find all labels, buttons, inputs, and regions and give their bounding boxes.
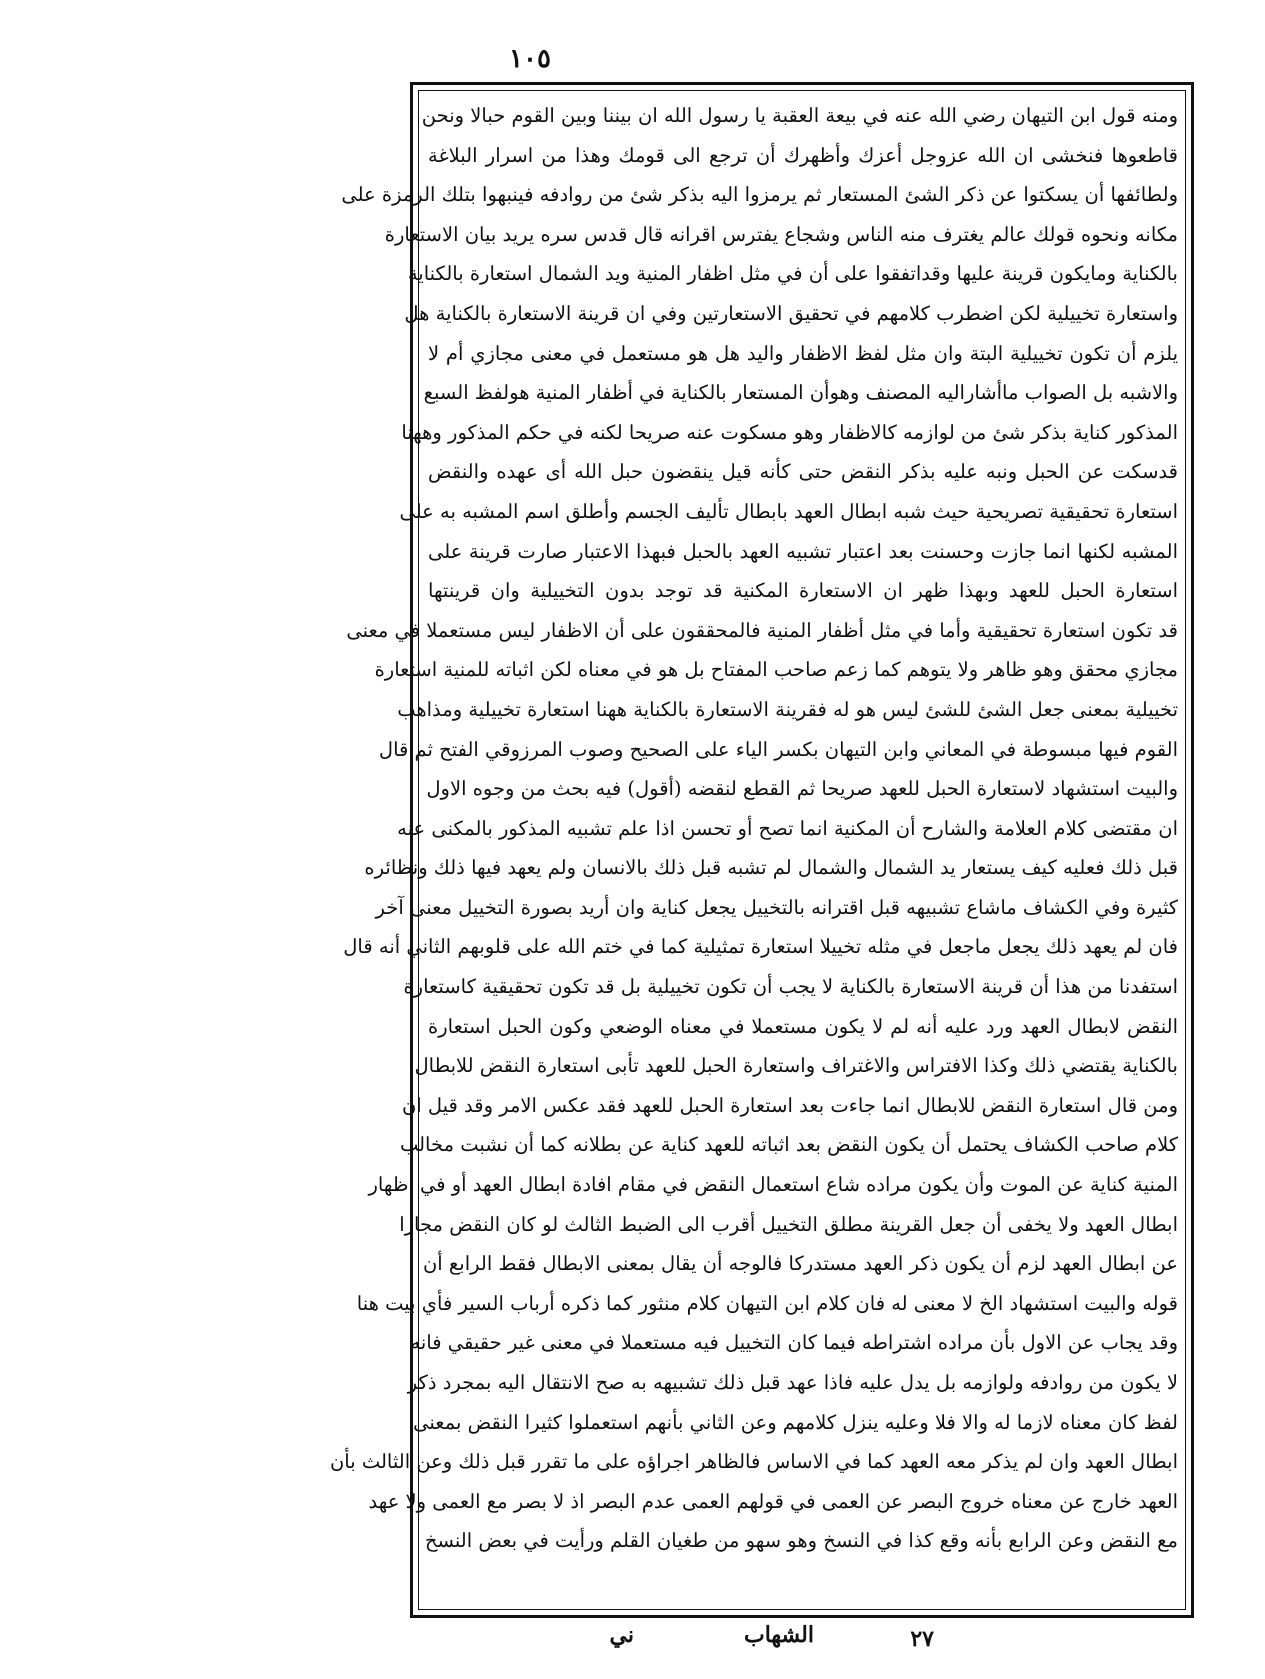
text-line: قبل ذلك فعليه كيف يستعار يد الشمال والشمال لم تشبه قبل ذلك بالانسان ولم يعهد فيها ذلك ونظائره: [364, 856, 1178, 880]
text-line: بالكناية يقتضي ذلك وكذا الافتراس والاغتراف واستعارة الحبل للعهد تأبى استعارة النقض للابطال: [414, 1054, 1178, 1078]
text-line: استعارة تحقيقية تصريحية حيث شبه ابطال العهد بابطال تأليف الجسم وأطلق اسم المشبه به على: [399, 499, 1178, 523]
text-body: [329, 96, 1178, 1604]
page-number: ١٠٥: [509, 44, 551, 74]
text-line: المنية كناية عن الموت وأن يكون مراده شاع استعمال النقض في مقام افادة ابطال العهد أو في اظهار: [368, 1173, 1178, 1197]
text-line: تخييلية بمعنى جعل الشئ للشئ ليس هو له فقرينة الاستعارة بالكناية ههنا استعارة تخييلية ومذاهب: [397, 697, 1178, 721]
running-title: الشهاب: [744, 1622, 814, 1648]
text-line: ان مقتضى كلام العلامة والشارح أن المكنية انما تصح أو تحسن اذا علم تشبيه المذكور بالمكنى عنه: [397, 816, 1178, 840]
text-line: فان لم يعهد ذلك يجعل ماجعل في مثله تخييلا استعارة تمثيلية كما في ختم الله على قلوبهم الثاني أنه قال: [343, 935, 1178, 959]
text-line: المذكور كناية بذكر شئ من لوازمه كالاظفار وهو مسكوت عنه صريحا لكنه في حكم المذكور وههنا: [401, 420, 1178, 444]
text-line: قوله والبيت استشهاد الخ لا معنى له فان كلام ابن التيهان كلام منثور كما ذكره أرباب السير فأي بيت هنا: [356, 1291, 1178, 1315]
text-line: النقض لابطال العهد ورد عليه أنه لم لا يكون مستعملا في معناه الوضعي وكون الحبل استعارة: [428, 1014, 1178, 1038]
page-footer: [410, 1622, 1194, 1662]
text-line: واستعارة تخييلية لكن اضطرب كلامهم في تحقيق الاستعارتين وفي ان قرينة الاستعارة بالكناية هل: [404, 301, 1178, 325]
text-line: استفدنا من هذا أن قرينة الاستعارة بالكناية لا يجب أن تكون تخييلية بل قد تكون تحقيقية كاستعارة: [403, 975, 1178, 999]
text-line: كثيرة وفي الكشاف ماشاع تشبيهه قبل اقترانه بالتخييل يجعل كناية وان أريد بصورة التخييل معنى آخر: [375, 895, 1178, 919]
text-line: قاطعوها فنخشى ان الله عزوجل أعزك وأظهرك أن ترجع الى قومك وهذا من اسرار البلاغة: [428, 143, 1178, 167]
text-line: والاشبه بل الصواب ماأشاراليه المصنف وهوأن المستعار بالكناية في أظفار المنية هولفظ السبع: [423, 381, 1178, 405]
text-line: كلام صاحب الكشاف يحتمل أن يكون النقض بعد اثباته للعهد كناية عن بطلانه كما أن نشبت مخالب: [399, 1133, 1178, 1157]
text-line: مع النقض وعن الرابع بأنه وقع كذا في النسخ وهو سهو من طغيان القلم ورأيت في بعض النسخ: [424, 1529, 1178, 1553]
text-line: قدسكت عن الحبل ونبه عليه بذكر النقض حتى كأنه قيل ينقضون حبل الله أى عهده والنقض: [428, 460, 1178, 484]
text-line: قد تكون استعارة تحقيقية وأما في مثل أظفار المنية فالمحققون على أن الاظفار ليس مستعملا في معنى: [346, 618, 1178, 642]
text-line: استعارة الحبل للعهد وبهذا ظهر ان الاستعارة المكنية قد توجد بدون التخييلية وان قرينتها: [428, 579, 1178, 603]
text-line: ولطائفها أن يسكتوا عن ذكر الشئ المستعار ثم يرمزوا اليه بذكر شئ من روادفه فينبهوا بتلك الرمزة على: [341, 183, 1178, 207]
text-line: ابطال العهد وان لم يذكر معه العهد كما في الاساس فالظاهر اجراؤه على ما تقرر قبل ذلك وعن الثالث بأن: [329, 1450, 1178, 1474]
text-line: مجازي محقق وهو ظاهر ولا يتوهم كما زعم صاحب المفتاح بل هو في معناه لكن اثباته للمنية استعارة: [374, 658, 1178, 682]
text-line: ومن قال استعارة النقض للابطال انما جاءت بعد استعارة الحبل للعهد فقد عكس الامر وقد قيل ان: [401, 1093, 1178, 1117]
text-line: [428, 1561, 1178, 1601]
text-line: لا يكون من روادفه ولوازمه بل يدل عليه فاذا عهد قبل ذلك تشبيهه به صح الانتقال اليه بمجرد ذكر: [407, 1371, 1178, 1394]
text-line: بالكناية ومايكون قرينة عليها وقداتفقوا على أن في مثل اظفار المنية ويد الشمال استعارة بالكناية: [407, 262, 1178, 286]
text-line: ومنه قول ابن التيهان رضي الله عنه في بيعة العقبة يا رسول الله ان بيننا وبين القوم حبالا ونحن: [421, 104, 1178, 127]
text-line: عن ابطال العهد لزم أن يكون ذكر العهد مستدركا فالوجه أن يقال بمعنى الابطال فقط الرابع أن: [422, 1252, 1178, 1276]
text-line: مكانه ونحوه قولك عالم يغترف منه الناس وشجاع يفترس اقرانه قال قدس سره يريد بيان الاستعارة: [384, 222, 1178, 246]
text-line: المشبه لكنها انما جازت وحسنت بعد اعتبار تشبيه العهد بالحبل فبهذا الاعتبار صارت قرينة على: [428, 539, 1178, 563]
signature-number: ٢٧: [910, 1626, 934, 1652]
text-line: العهد خارج عن معناه خروج البصر عن العمى في قولهم العمى عدم البصر اذ لا بصر مع العمى ولا عهد: [368, 1489, 1178, 1513]
text-line: وقد يجاب عن الاول بأن مراده اشتراطه فيما كان التخييل فيه مستعملا في معنى غير حقيقي فانه: [410, 1331, 1178, 1355]
text-line: لفظ كان معناه لازما له والا فلا وعليه ينزل كلامهم وعن الثاني بأنهم استعملوا كثيرا النقض بمعنى: [413, 1410, 1178, 1434]
text-line: يلزم أن تكون تخييلية البتة وان مثل لفظ الاظفار واليد هل هو مستعمل في معنى مجازي أم لا: [428, 341, 1178, 365]
text-line: ابطال العهد ولا يخفى أن جعل القرينة مطلق التخييل أقرب الى الضبط الثالث لو كان النقض مجازا: [399, 1212, 1178, 1236]
text-line: القوم فيها مبسوطة في المعاني وابن التيهان بكسر الياء على الصحيح وصوب المرزوقي الفتح ثم قال: [378, 737, 1178, 761]
signature-letter: ني: [609, 1622, 634, 1648]
text-line: والبيت استشهاد لاستعارة الحبل للعهد صريحا ثم القطع لنقضه (أقول) فيه بحث من وجوه الاول: [426, 777, 1178, 801]
